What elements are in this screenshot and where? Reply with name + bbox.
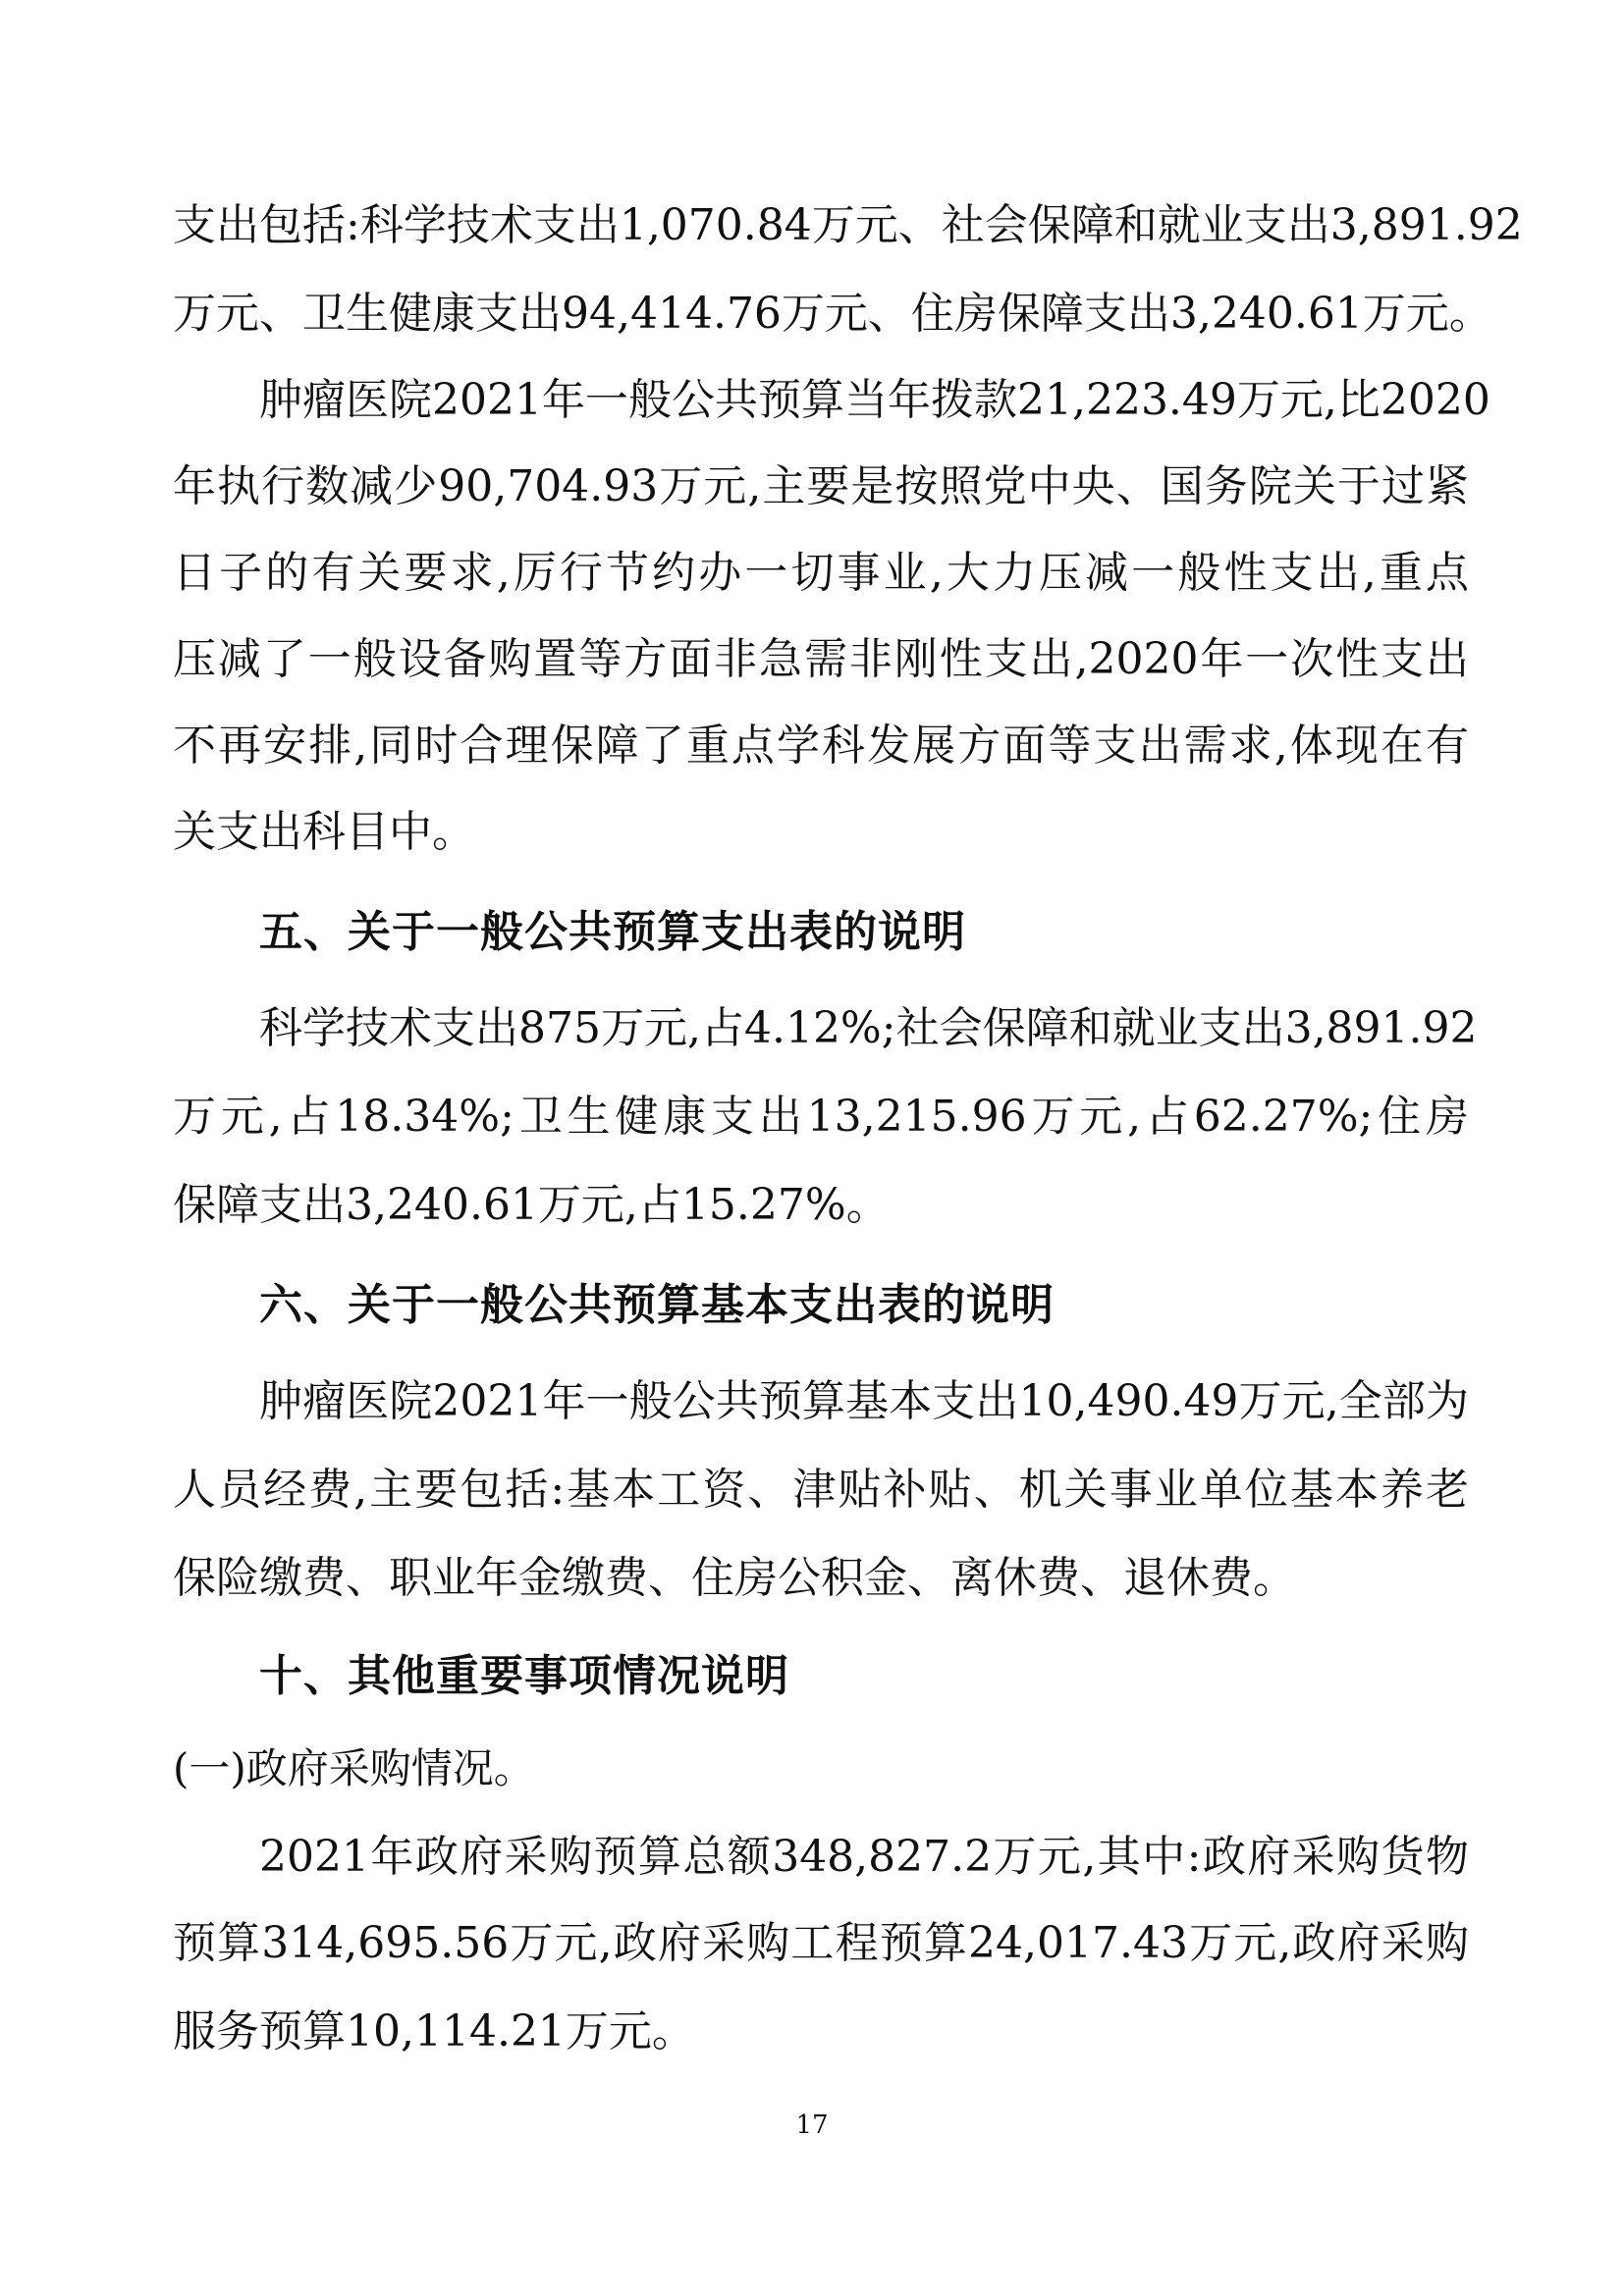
- paragraph-line: 人员经费,主要包括:基本工资、津贴补贴、机关事业单位基本养老: [173, 1465, 1469, 1515]
- paragraph-line: 肿瘤医院2021年一般公共预算基本支出10,490.49万元,全部为: [259, 1376, 1469, 1426]
- paragraph-line: 支出包括:科学技术支出1,070.84万元、社会保障和就业支出3,891.92: [173, 200, 1523, 250]
- paragraph-line: 2021年政府采购预算总额348,827.2万元,其中:政府采购货物: [259, 1832, 1469, 1882]
- section-heading: 十、其他重要事项情况说明: [259, 1651, 789, 1701]
- paragraph-line: 肿瘤医院2021年一般公共预算当年拨款21,223.49万元,比2020: [259, 375, 1490, 425]
- paragraph-line: 预算314,695.56万元,政府采购工程预算24,017.43万元,政府采购: [173, 1918, 1469, 1968]
- paragraph-line: 万元,占18.34%;卫生健康支出13,215.96万元,占62.27%;住房: [173, 1092, 1469, 1142]
- paragraph-line: 日子的有关要求,厉行节约办一切事业,大力压减一般性支出,重点: [173, 548, 1469, 598]
- subsection-heading: (一)政府采购情况。: [173, 1744, 535, 1792]
- paragraph-line: 保障支出3,240.61万元,占15.27%。: [173, 1180, 890, 1230]
- section-heading: 五、关于一般公共预算支出表的说明: [259, 907, 966, 957]
- paragraph-line: 服务预算10,114.21万元。: [173, 2006, 695, 2056]
- paragraph-line: 年执行数减少90,704.93万元,主要是按照党中央、国务院关于过紧: [173, 461, 1469, 511]
- section-heading: 六、关于一般公共预算基本支出表的说明: [259, 1280, 1055, 1330]
- paragraph-line: 关支出科目中。: [173, 807, 475, 857]
- page-number: 17: [795, 2110, 829, 2140]
- paragraph-line: 保险缴费、职业年金缴费、住房公积金、离休费、退休费。: [173, 1553, 1296, 1603]
- paragraph-line: 压减了一般设备购置等方面非急需非刚性支出,2020年一次性支出: [173, 634, 1469, 684]
- paragraph-line: 万元、卫生健康支出94,414.76万元、住房保障支出3,240.61万元。: [173, 289, 1492, 339]
- paragraph-line: 不再安排,同时合理保障了重点学科发展方面等支出需求,体现在有: [173, 721, 1469, 771]
- paragraph-line: 科学技术支出875万元,占4.12%;社会保障和就业支出3,891.92: [259, 1003, 1478, 1053]
